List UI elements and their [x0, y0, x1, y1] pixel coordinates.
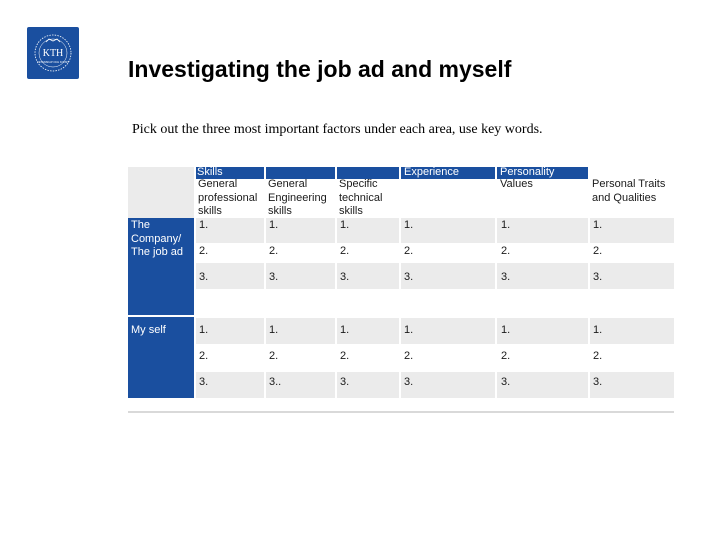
assessment-table: [128, 167, 674, 413]
company-cell: 2.: [340, 245, 350, 257]
myself-cell: 2.: [593, 350, 603, 362]
myself-cell: 2.: [340, 350, 350, 362]
company-cell: 2.: [269, 245, 279, 257]
header-personality: Personality: [500, 166, 555, 178]
company-cell: 2.: [593, 245, 603, 257]
myself-cell: 2.: [199, 350, 209, 362]
column-general-engineering-skills: General Engineering skills: [268, 178, 327, 217]
company-cell: 3.: [340, 271, 350, 283]
myself-cell: 2.: [269, 350, 279, 362]
header-skills: Skills: [197, 166, 223, 178]
company-cell: 2.: [404, 245, 414, 257]
page-title: Investigating the job ad and myself: [128, 56, 512, 82]
company-cell: 3.: [269, 271, 279, 283]
header-experience: Experience: [404, 166, 460, 178]
column-personal-traits: Personal Traits and Qualities: [592, 178, 666, 204]
company-cell: 1.: [593, 219, 603, 231]
myself-cell: 2.: [501, 350, 511, 362]
myself-cell: 1.: [501, 324, 511, 336]
logo-subtext: VETENSKAP OCH KONST: [37, 61, 69, 64]
company-cell: 3.: [199, 271, 209, 283]
company-cell: 1.: [199, 219, 209, 231]
myself-cell: 1.: [340, 324, 350, 336]
row-label-company: The Company/ The job ad: [131, 219, 183, 258]
kth-logo: [27, 27, 79, 79]
company-cell: 3.: [501, 271, 511, 283]
column-specific-technical-skills: Specific technical skills: [339, 178, 383, 217]
company-cell: 1.: [340, 219, 350, 231]
instructions-text: Pick out the three most important factors under each area, use key words.: [132, 122, 543, 137]
myself-cell: 3.: [404, 376, 414, 388]
company-cell: 2.: [199, 245, 209, 257]
company-cell: 1.: [501, 219, 511, 231]
myself-cell: 3.: [199, 376, 209, 388]
column-values: Values: [500, 178, 533, 190]
company-cell: 1.: [269, 219, 279, 231]
myself-cell: 1.: [199, 324, 209, 336]
column-general-professional-skills: General professional skills: [198, 178, 258, 217]
myself-cell: 3.: [593, 376, 603, 388]
company-cell: 1.: [404, 219, 414, 231]
myself-cell: 3.: [501, 376, 511, 388]
company-cell: 2.: [501, 245, 511, 257]
logo-text: KTH: [42, 48, 64, 59]
myself-cell: 3..: [269, 376, 282, 388]
row-label-myself: My self: [131, 324, 166, 336]
myself-cell: 1.: [404, 324, 414, 336]
myself-cell: 3.: [340, 376, 350, 388]
myself-cell: 1.: [593, 324, 603, 336]
company-cell: 3.: [404, 271, 414, 283]
company-cell: 3.: [593, 271, 603, 283]
myself-cell: 1.: [269, 324, 279, 336]
myself-cell: 2.: [404, 350, 414, 362]
